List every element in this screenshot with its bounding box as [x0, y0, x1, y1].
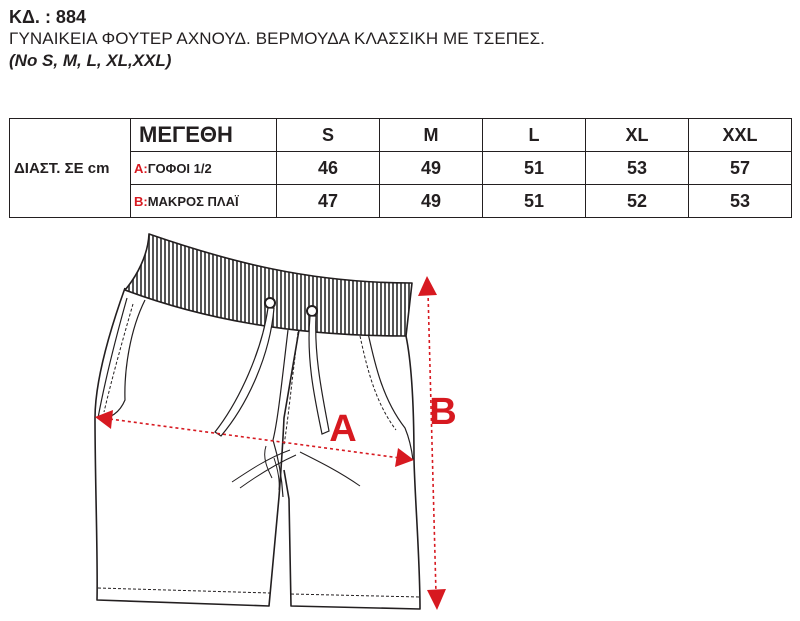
length-value-xl: 52: [586, 185, 689, 218]
size-header-xl: XL: [586, 119, 689, 152]
dimension-label: ΔΙΑΣΤ. ΣΕ cm: [10, 119, 131, 218]
length-measure-line: [428, 292, 436, 594]
sizes-header: ΜΕΓΕΘΗ: [131, 119, 277, 152]
row-letter-a: A:: [134, 160, 148, 176]
hips-value-xxl: 57: [689, 152, 792, 185]
size-table: [9, 118, 792, 218]
size-header-l: L: [483, 119, 586, 152]
row-label-hips: [131, 152, 277, 185]
length-arrow-top-icon: [418, 276, 437, 296]
product-code: ΚΔ. : 884: [9, 7, 86, 27]
hips-value-l: 51: [483, 152, 586, 185]
length-value-xxl: 53: [689, 185, 792, 218]
size-header-xxl: XXL: [689, 119, 792, 152]
shorts-diagram: [80, 226, 480, 618]
product-description: ΓΥΝΑΙΚΕΙΑ ΦΟΥΤΕΡ ΑΧΝΟΥΔ. ΒΕΡΜΟΥΔΑ ΚΛΑΣΣΙΚΗ ΜΕ ΤΣΕΠΕΣ.: [9, 29, 546, 48]
marker-a: A: [329, 408, 357, 450]
row-name-side-length: ΜΑΚΡΟΣ ΠΛΑΪ: [147, 193, 239, 209]
length-value-m: 49: [380, 185, 483, 218]
row-letter-b: B:: [134, 193, 148, 209]
measurement-b: [418, 276, 457, 610]
size-header-s: S: [277, 119, 380, 152]
row-label-side-length: [131, 185, 277, 218]
hips-value-s: 46: [277, 152, 380, 185]
header: [9, 6, 545, 72]
length-value-s: 47: [277, 185, 380, 218]
marker-b: B: [429, 391, 457, 433]
row-name-hips: ΓΟΦΟΙ 1/2: [147, 160, 212, 176]
length-value-l: 51: [483, 185, 586, 218]
hips-value-xl: 53: [586, 152, 689, 185]
length-arrow-bottom-icon: [427, 589, 446, 610]
size-header-row: [10, 119, 792, 152]
hips-value-m: 49: [380, 152, 483, 185]
sizes-note: (No S, M, L, XL,XXL): [9, 51, 172, 70]
size-header-m: M: [380, 119, 483, 152]
